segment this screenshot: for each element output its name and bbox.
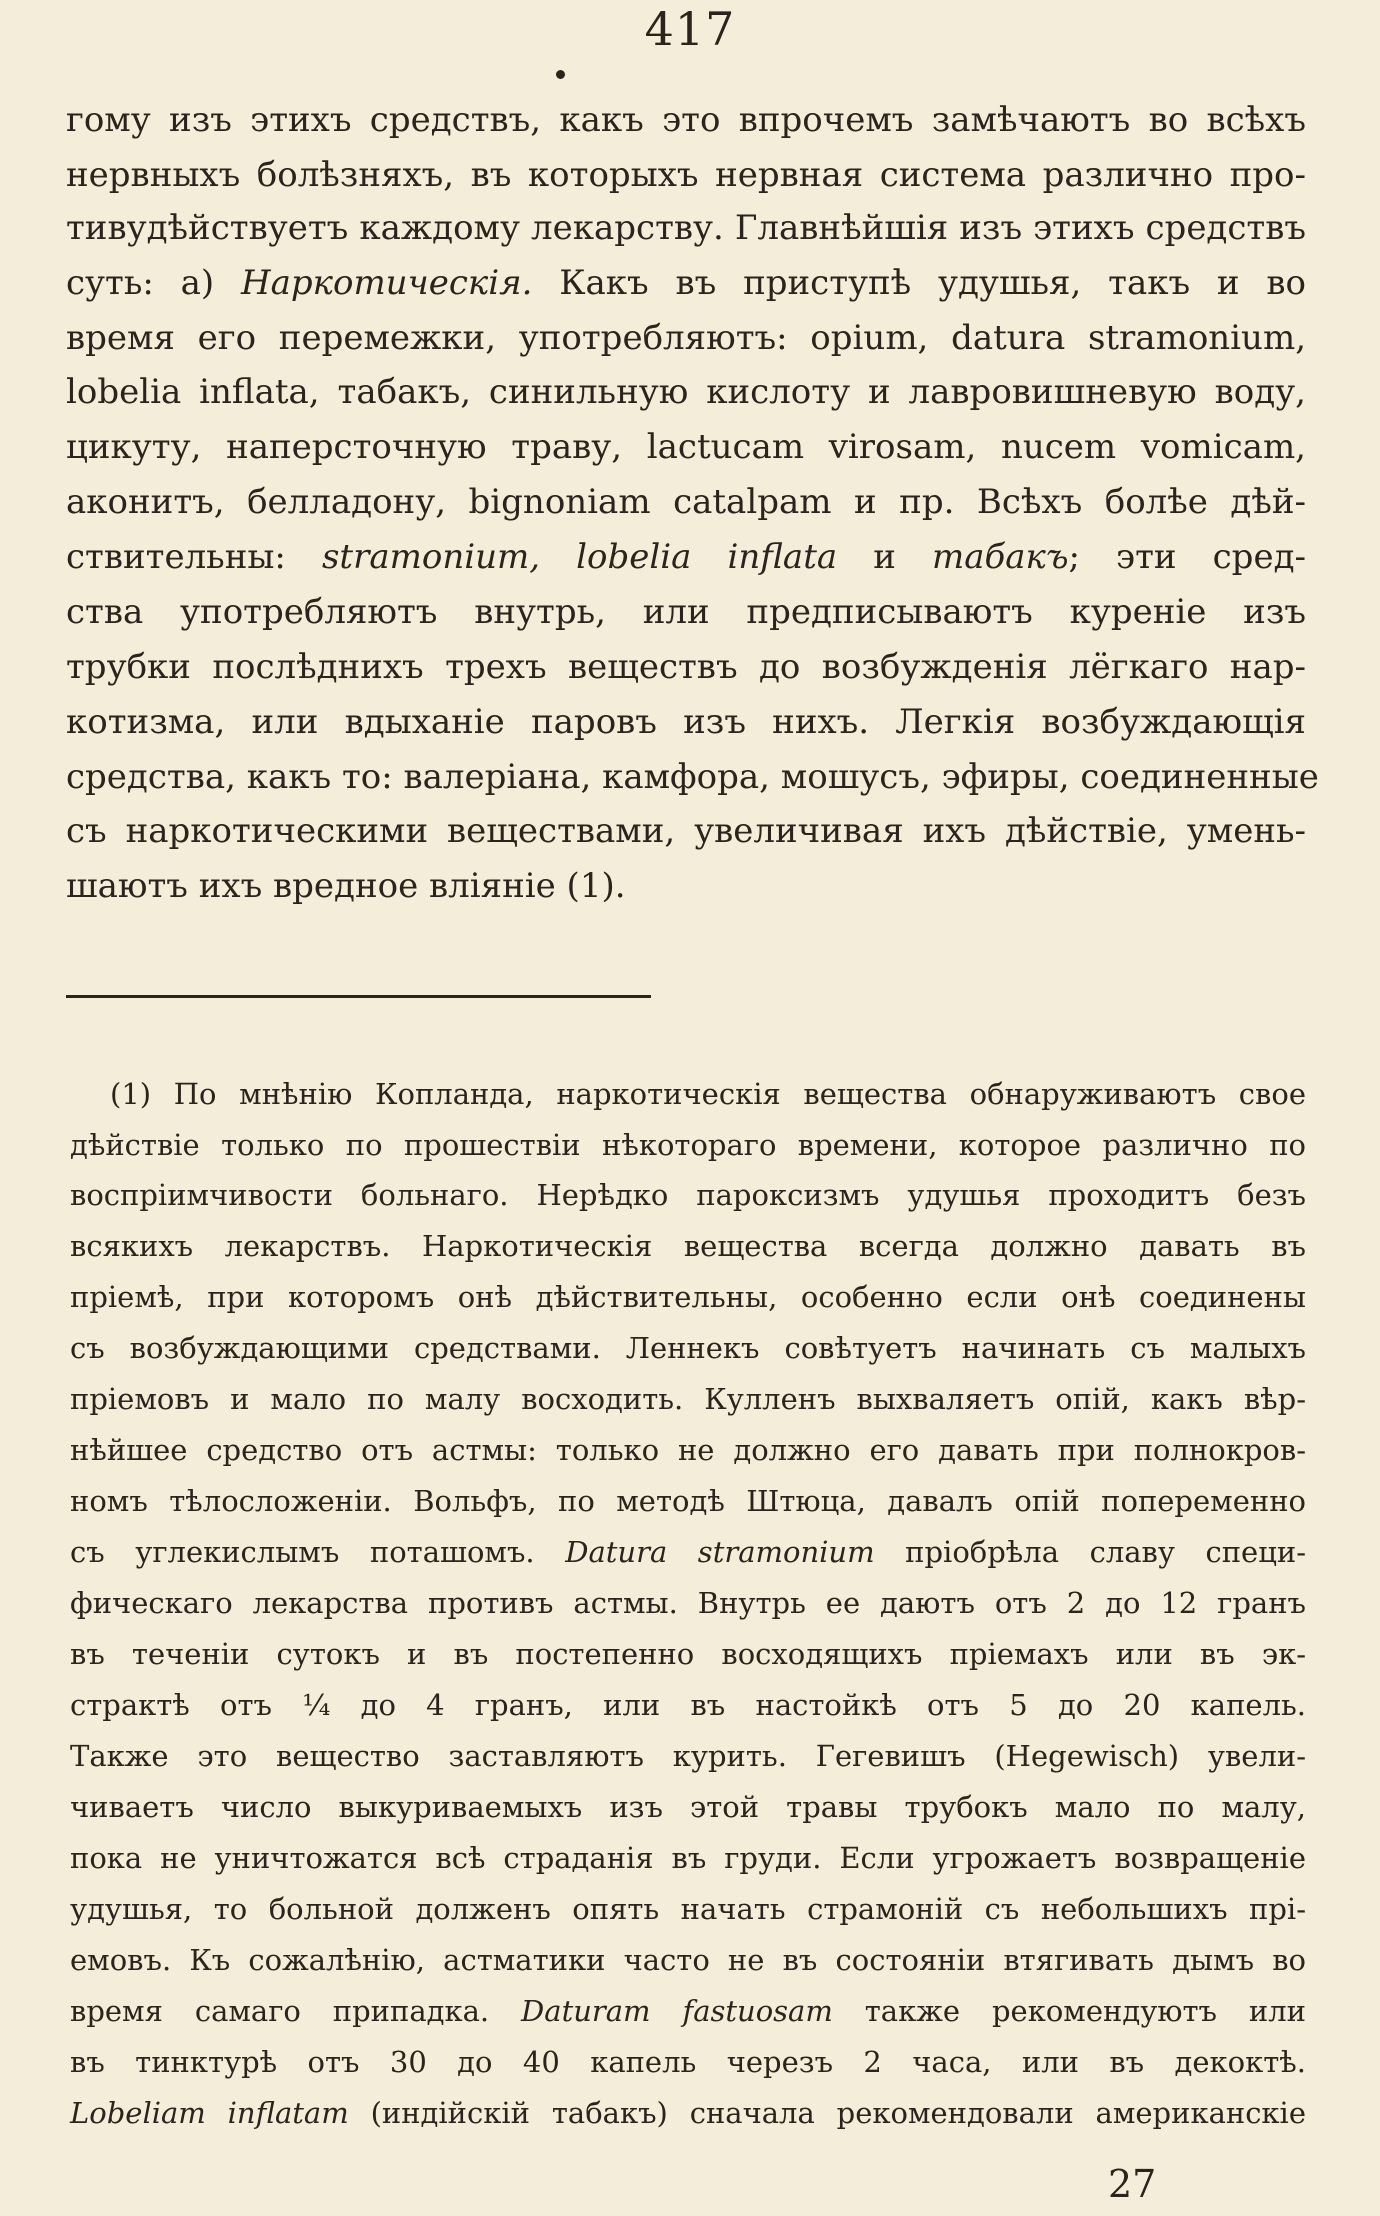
text-segment: время самаго припадка. [70, 1994, 522, 2028]
text-segment-italic: stramonium, lobelia inflata [321, 537, 838, 577]
footnote-line: въ теченіи сутокъ и въ постепенно восходящихъ пріемахъ или въ эк- [70, 1637, 1306, 1671]
text-line: lobelia inflata, табакъ, синильную кислоту и лавровишневую воду, [66, 372, 1306, 412]
footnote-line: чиваетъ число выкуриваемыхъ изъ этой травы трубокъ мало по малу, [70, 1790, 1306, 1824]
footnote-line: пріемовъ и мало по малу восходить. Кулленъ выхваляетъ опій, какъ вѣр- [70, 1382, 1306, 1416]
text-segment-italic: Datura stramonium [565, 1535, 875, 1569]
footnote-line: дѣйствіе только по прошествіи нѣкотораго времени, которое различно по [70, 1128, 1306, 1162]
text-segment: (индійскій табакъ) сначала рекомендовали американскіе [348, 2096, 1306, 2130]
footnote-line: страктѣ отъ ¼ до 4 гранъ, или въ настойкѣ отъ 5 до 20 капель. [70, 1688, 1306, 1722]
text-line: гому изъ этихъ средствъ, какъ это впрочемъ замѣчаютъ во всѣхъ [66, 100, 1306, 140]
text-line [66, 537, 1306, 577]
text-line: съ наркотическими веществами, увеличивая ихъ дѣйствіе, умень- [66, 811, 1306, 851]
footnote-line [70, 1534, 1306, 1570]
text-segment: ; эти сред- [1068, 537, 1306, 577]
footnote-line [70, 1993, 1306, 2029]
text-segment-italic: Наркотическія. [240, 263, 533, 303]
text-line: шаютъ ихъ вредное вліяніе (1). [66, 866, 626, 906]
text-segment-italic: Lobeliam inflatam [70, 2096, 349, 2130]
footnote-line: номъ тѣлосложеніи. Вольфъ, по методѣ Штюца, давалъ опій попеременно [70, 1484, 1306, 1518]
text-line: тивудѣйствуетъ каждому лекарству. Главнѣйшія изъ этихъ средствъ [66, 208, 1306, 248]
footnote-line [70, 2095, 1306, 2131]
text-line: цикуту, наперсточную траву, lactucam virosam, nucem vomicam, [66, 427, 1306, 467]
text-line: средства, какъ то: валеріана, камфора, мошусъ, эфиры, соединенные [66, 757, 1319, 797]
ink-dot [556, 70, 565, 79]
text-segment: суть: а) [66, 263, 241, 303]
footnote-line: пока не уничтожатся всѣ страданія въ груди. Если угрожаетъ возвращеніе [70, 1841, 1306, 1875]
text-line: аконитъ, белладону, bignoniam catalpam и пр. Всѣхъ болѣе дѣй- [66, 482, 1306, 522]
footnote-line: (1) По мнѣнію Копланда, наркотическія вещества обнаруживаютъ свое [110, 1077, 1306, 1111]
text-line: котизма, или вдыханіе паровъ изъ нихъ. Легкія возбуждающія [66, 702, 1306, 742]
footnote-line: Также это вещество заставляютъ курить. Гегевишъ (Hegewisch) увели- [70, 1739, 1306, 1773]
footnote-line: воспріимчивости больнаго. Нерѣдко пароксизмъ удушья проходитъ безъ [70, 1178, 1306, 1212]
footnote-rule [66, 995, 651, 998]
text-line: время его перемежки, употребляютъ: opium, datura stramonium, [66, 318, 1306, 358]
page-number: 417 [644, 2, 736, 56]
text-segment: Какъ въ приступѣ удушья, такъ и во [532, 263, 1306, 303]
text-segment-italic: табакъ [931, 537, 1069, 577]
text-line: трубки послѣднихъ трехъ веществъ до возбужденія лёгкаго нар- [66, 647, 1306, 687]
footnote-line: всякихъ лекарствъ. Наркотическія вещества всегда должно давать въ [70, 1229, 1306, 1263]
text-segment: съ углекислымъ поташомъ. [70, 1535, 566, 1569]
text-line: ства употребляютъ внутрь, или предписываютъ куреніе изъ [66, 592, 1306, 632]
footnote-line: фическаго лекарства противъ астмы. Внутрь ее даютъ отъ 2 до 12 гранъ [70, 1586, 1306, 1620]
footnote-line: въ тинктурѣ отъ 30 до 40 капель черезъ 2 часа, или въ декоктѣ. [70, 2045, 1306, 2079]
text-line [66, 263, 1306, 303]
text-line: нервныхъ болѣзняхъ, въ которыхъ нервная система различно про- [66, 155, 1306, 195]
footnote-line: пріемѣ, при которомъ онѣ дѣйствительны, особенно если онѣ соединены [70, 1280, 1306, 1314]
footnote-line: удушья, то больной долженъ опять начать страмоній съ небольшихъ прі- [70, 1892, 1306, 1926]
footnote-line: емовъ. Къ сожалѣнію, астматики часто не въ состояніи втягивать дымъ во [70, 1943, 1306, 1977]
footnote-line: съ возбуждающими средствами. Леннекъ совѣтуетъ начинать съ малыхъ [70, 1331, 1306, 1365]
text-segment: пріобрѣла славу специ- [874, 1535, 1306, 1569]
signature-mark: 27 [1108, 2162, 1157, 2206]
text-segment: и [837, 537, 932, 577]
footnote-line: нѣйшее средство отъ астмы: только не должно его давать при полнокров- [70, 1433, 1306, 1467]
text-segment: ствительны: [66, 537, 322, 577]
text-segment-italic: Daturam fastuosam [521, 1994, 833, 2028]
text-segment: также рекомендуютъ или [832, 1994, 1306, 2028]
